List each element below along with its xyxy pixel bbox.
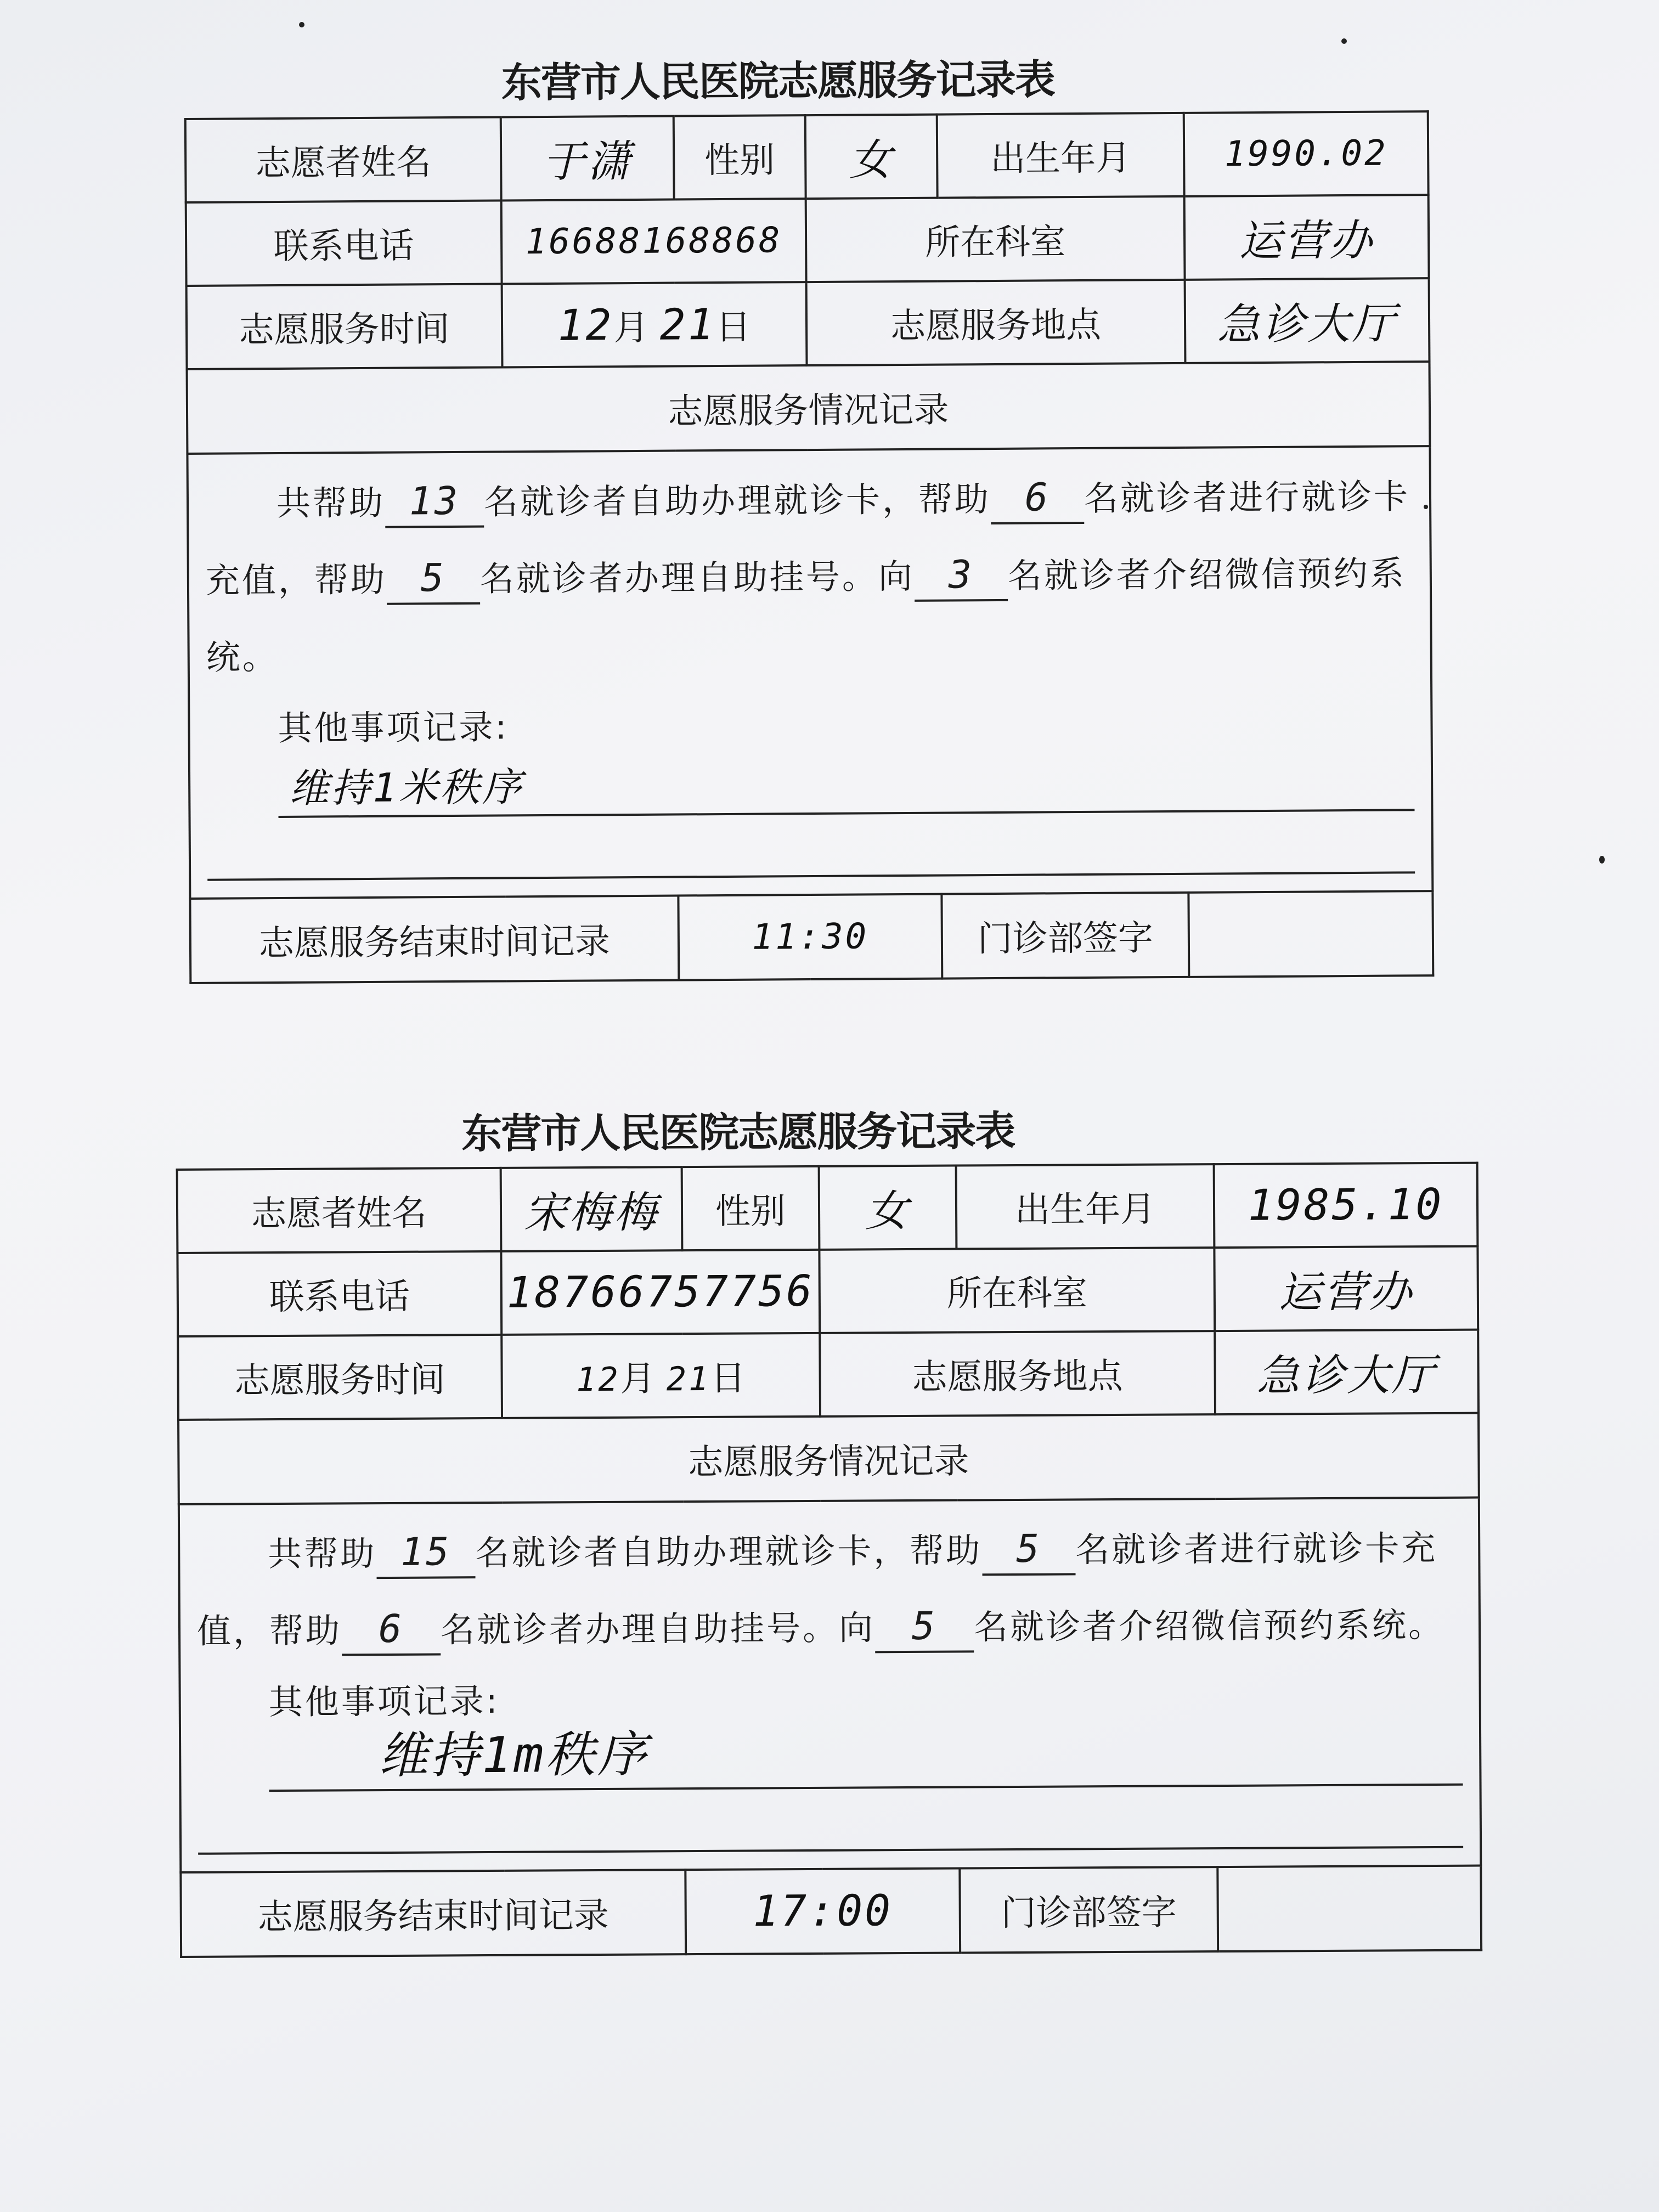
value-department: 运营办 [1214,1246,1478,1331]
form-table [184,110,1435,984]
other-label: 其他事项记录: [268,1680,500,1723]
label-service-time: 志愿服务时间 [187,284,503,369]
paper-speck [1341,38,1347,44]
label-signature: 门诊部签字 [960,1867,1218,1953]
service-body [187,446,1432,899]
row-service [178,1330,1479,1420]
label-gender: 性别 [682,1166,820,1250]
form-table [176,1162,1483,1958]
text-help: 共帮助 [268,1533,377,1575]
row-phone [186,195,1429,286]
value-birth: 1990.02 [1184,111,1429,196]
day-label: 日 [710,1358,746,1399]
extra-line [207,866,1415,881]
text-register: 名就诊者办理自助挂号。向 [440,1607,876,1650]
month-label: 月 [620,1358,656,1400]
label-department: 所在科室 [819,1248,1215,1333]
record-form-2 [176,1096,1480,1958]
row-name [177,1163,1478,1253]
value-service-place: 急诊大厅 [1185,278,1430,363]
row-name [185,111,1429,202]
value-service-day: 21 [666,1359,711,1399]
label-name: 志愿者姓名 [185,117,501,202]
row-phone [177,1246,1478,1336]
blank-register-count: 5 [387,553,481,605]
section-title: 志愿服务情况记录 [178,1413,1479,1504]
section-title: 志愿服务情况记录 [187,362,1430,454]
value-name: 于潇 [501,116,674,201]
value-service-date [502,282,807,367]
value-signature [1217,1866,1481,1952]
record-form-1 [184,44,1432,984]
text-help: 共帮助 [276,482,386,523]
label-birth: 出生年月 [956,1164,1215,1249]
text-wechat: 名就诊者介绍微信预约系统。 [206,553,1407,678]
row-section-title [187,362,1430,454]
value-service-date [501,1333,820,1418]
other-line [278,748,1415,818]
blank-card-count: 13 [385,476,484,528]
form-title: 东营市人民医院志愿服务记录表 [461,1107,1015,1158]
text-register: 名就诊者办理自助挂号。向 [479,556,915,599]
blank-recharge-count: 5 [982,1523,1075,1576]
value-department: 运营办 [1184,195,1429,280]
service-paragraph [205,458,1414,696]
label-name: 志愿者姓名 [177,1168,501,1253]
value-service-month: 12 [576,1360,620,1400]
value-service-month: 12 [557,301,614,351]
label-service-place: 志愿服务地点 [806,280,1186,365]
label-service-time: 志愿服务时间 [178,1335,502,1420]
label-phone: 联系电话 [186,200,502,286]
month-label: 月 [613,307,649,349]
form-title: 东营市人民医院志愿服务记录表 [501,56,1055,107]
value-gender: 女 [805,115,938,199]
label-birth: 出生年月 [937,113,1184,198]
label-gender: 性别 [674,115,806,199]
row-end [180,1866,1481,1957]
value-signature [1188,891,1433,977]
extra-line [198,1841,1463,1855]
blank-wechat-count: 3 [915,550,1008,602]
value-service-day: 21 [659,300,716,350]
text-recharge: 名就诊者进行就诊卡充值，帮助 [205,476,1410,601]
value-name: 宋梅梅 [501,1167,682,1251]
row-service [187,278,1430,369]
value-end-time: 17:00 [685,1869,960,1955]
service-body [179,1498,1481,1872]
label-department: 所在科室 [806,196,1185,282]
paper-speck [1599,856,1605,864]
row-body [179,1498,1481,1872]
value-service-place: 急诊大厅 [1215,1330,1479,1415]
value-end-time: 11:30 [678,894,942,980]
paper-speck [299,22,304,27]
other-note: 维持1米秩序 [289,764,524,811]
value-gender: 女 [819,1166,957,1250]
text-card: 名就诊者自助办理就诊卡，帮助 [475,1530,983,1573]
row-body [187,446,1432,899]
label-end-time: 志愿服务结束时间记录 [180,1870,686,1957]
other-line [269,1723,1463,1792]
blank-card-count: 15 [376,1527,475,1579]
label-phone: 联系电话 [177,1251,501,1336]
label-service-place: 志愿服务地点 [820,1331,1215,1417]
value-phone: 18766757756 [501,1250,820,1335]
value-phone: 16688168868 [501,199,806,284]
blank-recharge-count: 6 [991,472,1085,524]
day-label: 日 [715,307,751,348]
paper-speck [1424,505,1428,509]
row-section-title [178,1413,1479,1504]
label-signature: 门诊部签字 [941,893,1189,979]
other-note: 维持1m秩序 [378,1725,649,1785]
label-end-time: 志愿服务结束时间记录 [190,896,679,983]
row-end [190,891,1433,983]
text-recharge: 名就诊者进行就诊卡充值，帮助 [196,1527,1438,1651]
text-wechat: 名就诊者介绍微信预约系统。 [973,1604,1445,1647]
blank-wechat-count: 5 [875,1601,974,1653]
blank-register-count: 6 [342,1604,441,1656]
value-birth: 1985.10 [1214,1163,1478,1248]
text-card: 名就诊者自助办理就诊卡，帮助 [483,479,991,522]
service-paragraph [196,1510,1462,1670]
other-label: 其他事项记录: [278,707,509,748]
